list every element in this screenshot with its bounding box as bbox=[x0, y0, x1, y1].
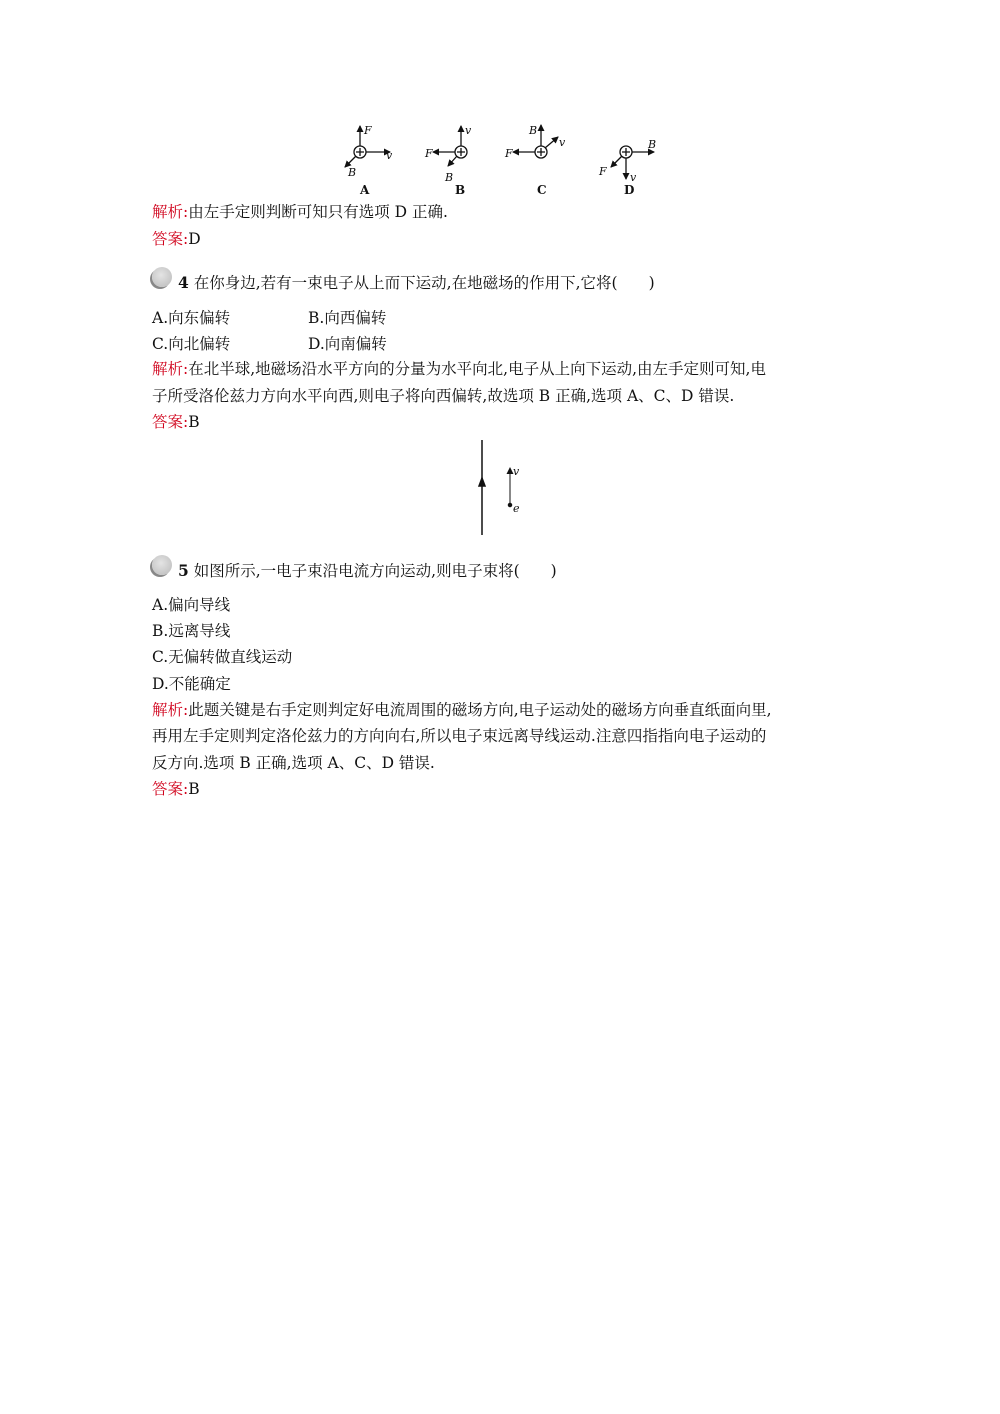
label-f: F bbox=[505, 147, 513, 160]
q4-option-b: B.向西偏转 bbox=[308, 309, 387, 327]
label-v: v bbox=[559, 136, 566, 149]
label-b: B bbox=[348, 166, 357, 179]
label-v: v bbox=[513, 465, 520, 478]
q5-option-c: C.无偏转做直线运动 bbox=[152, 648, 293, 666]
label-b: B bbox=[445, 171, 454, 184]
figure2-wire-diagram bbox=[479, 440, 512, 535]
q5-option-a: A.偏向导线 bbox=[152, 596, 231, 614]
label-f: F bbox=[425, 147, 433, 160]
question-marker-icon bbox=[152, 267, 172, 287]
q5-option-d: D.不能确定 bbox=[152, 675, 231, 693]
q3-analysis: 解析:由左手定则判断可知只有选项 D 正确. bbox=[152, 203, 448, 221]
option-letter: C bbox=[537, 183, 547, 197]
q5-stem: 5 如图所示,一电子束沿电流方向运动,则电子束将( ) bbox=[178, 561, 557, 580]
label-f: F bbox=[599, 165, 607, 178]
label-f: F bbox=[364, 124, 372, 137]
q4-answer: 答案:B bbox=[152, 413, 200, 431]
q5-analysis: 解析:此题关键是右手定则判定好电流周围的磁场方向,电子运动处的磁场方向垂直纸面向里, bbox=[152, 701, 772, 719]
label-b: B bbox=[529, 124, 538, 137]
q5-analysis-line: 反方向.选项 B 正确,选项 A、C、D 错误. bbox=[152, 754, 435, 772]
q5-option-b: B.远离导线 bbox=[152, 622, 231, 640]
option-letter: D bbox=[624, 183, 635, 197]
label-v: v bbox=[386, 149, 393, 162]
q3-answer: 答案:D bbox=[152, 230, 201, 248]
q4-option-a: A.向东偏转 bbox=[152, 309, 231, 327]
label-b: B bbox=[648, 138, 657, 151]
q5-answer: 答案:B bbox=[152, 780, 200, 798]
label-e: e bbox=[513, 502, 520, 515]
label-v: v bbox=[630, 171, 637, 184]
q4-stem: 4 在你身边,若有一束电子从上而下运动,在地磁场的作用下,它将( ) bbox=[178, 273, 655, 292]
q4-option-d: D.向南偏转 bbox=[308, 335, 387, 353]
q4-analysis: 解析:在北半球,地磁场沿水平方向的分量为水平向北,电子从上向下运动,由左手定则可知,电 bbox=[152, 360, 766, 378]
q5-analysis-line: 再用左手定则判定洛伦兹力的方向向右,所以电子束远离导线运动.注意四指指向电子运动的 bbox=[152, 727, 767, 745]
figure1-option-b bbox=[433, 126, 467, 166]
question-marker-icon bbox=[152, 555, 172, 575]
option-letter: A bbox=[360, 183, 370, 197]
label-v: v bbox=[465, 124, 472, 137]
q4-analysis-line: 子所受洛伦兹力方向水平向西,则电子将向西偏转,故选项 B 正确,选项 A、C、D 错误. bbox=[152, 387, 735, 405]
q4-option-c: C.向北偏转 bbox=[152, 335, 231, 353]
option-letter: B bbox=[455, 183, 466, 197]
